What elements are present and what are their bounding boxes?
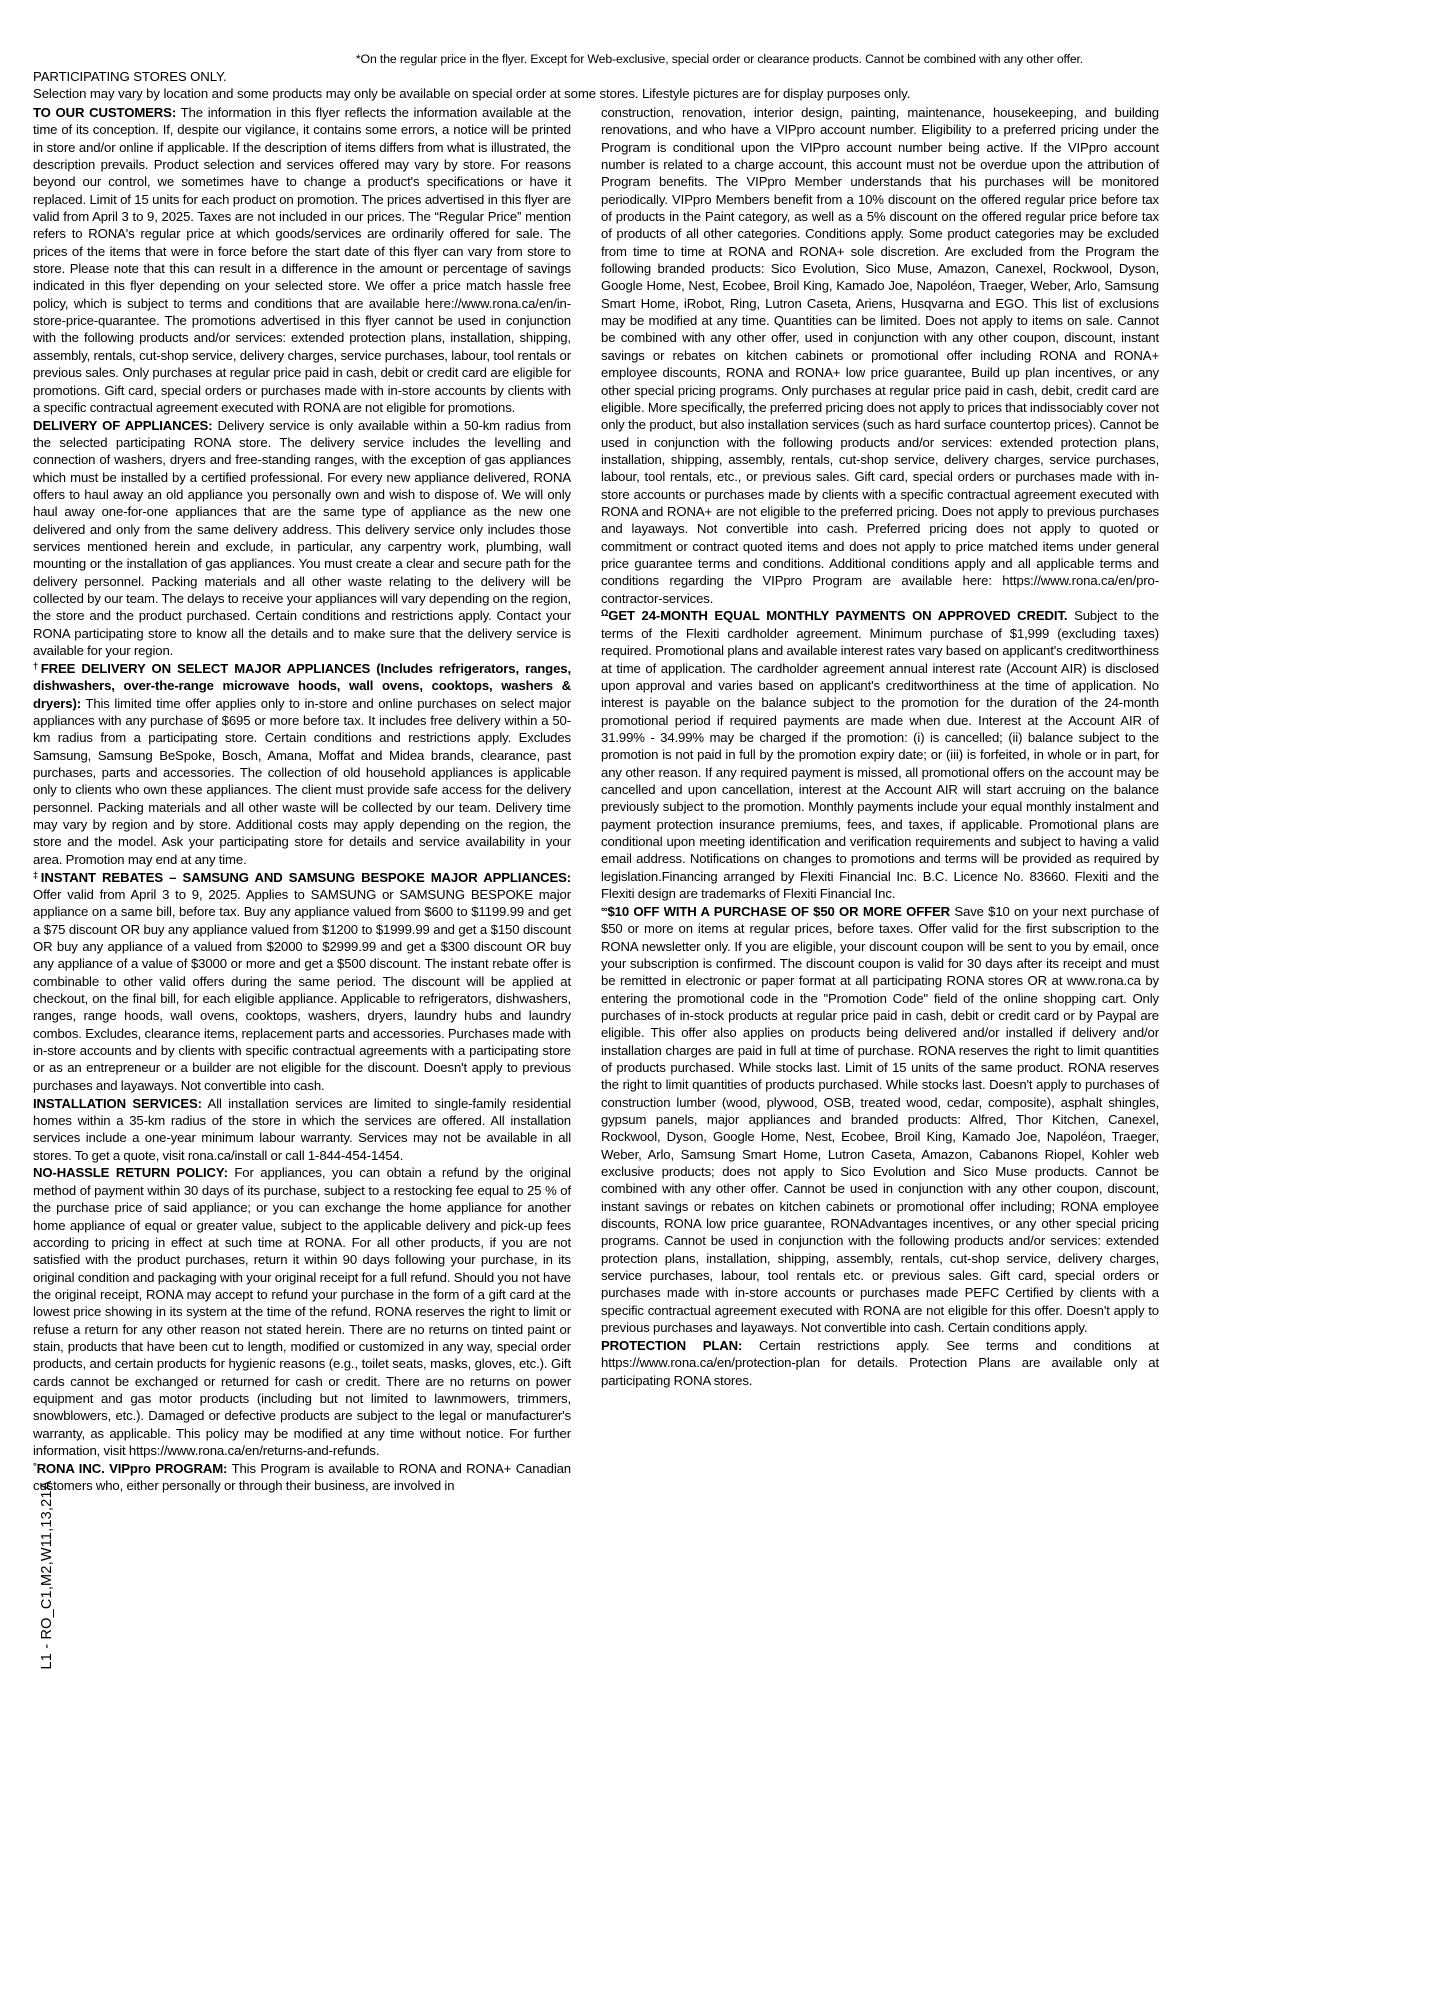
section-heading: $10 OFF WITH A PURCHASE OF $50 OR MORE OFFER	[607, 903, 951, 919]
footnote-marker: Ω	[601, 608, 609, 619]
section-heading: INSTANT REBATES – SAMSUNG AND SAMSUNG BESPOKE MAJOR APPLIANCES:	[40, 869, 571, 885]
section-heading: RONA INC. VIPpro PROGRAM:	[36, 1460, 228, 1476]
footnote-marker: †	[33, 661, 41, 672]
participating-stores-note: PARTICIPATING STORES ONLY.	[33, 69, 227, 84]
section-body: Subject to the terms of the Flexiti cardholder agreement. Minimum purchase of $1,999 (excluding taxes) required. Promotional plans and available interest rates vary based on applicant's creditworthiness at time of application. The cardholder agreement annual interest rate (Account AIR) is disclosed upon approval and varies based on applicant's creditworthiness at the time of application. No interest is payable on the balance subject to the promotion for the duration of the 24-month promotional period if required payments are made when due. Interest at the Account AIR of 31.99% - 34.99% may be charged if the promotion: (i) is cancelled; (ii) balance subject to the promotion is not paid in full by the promotion expiry date; or (iii) is forfeited, in whole or in part, for any other reason. If any required payment is missed, all promotional offers on the account may be cancelled and upon cancellation, interest at the Account AIR will start accruing on the balance previously subject to the promotion. Monthly payments include your equal monthly instalment and payment protection insurance premiums, fees, and taxes, if applicable. Promotional plans are conditional upon meeting identification and verification requirements and subject to having a valid email address. Notifications on changes to promotions and terms will be provided as required by legislation.Financing arranged by Flexiti Financial Inc. B.C. Licence No. 83660. Flexiti and the Flexiti design are trademarks of Flexiti Financial Inc.	[601, 608, 1159, 901]
terms-paragraph	[33, 1460, 571, 1495]
section-body: This Program is available to RONA and RONA+ Canadian customers who, either personally or through their business, are involved in	[33, 1460, 571, 1494]
left-column	[33, 104, 571, 1495]
section-body: All installation services are limited to single-family residential homes within a 35-km radius of the store in which the services are offered. All installation services include a one-year minimum labour warranty. Services may not be available in all stores. To get a quote, visit rona.ca/install or call 1-844-454-1454.	[33, 1095, 571, 1163]
flyer-version-code: L1 - RO_C1,M2,W11,13,21A	[39, 1480, 55, 1670]
footnote-marker: ‡	[33, 869, 41, 880]
terms-columns	[33, 104, 1407, 1495]
section-heading: DELIVERY OF APPLIANCES:	[33, 417, 213, 433]
terms-paragraph	[601, 903, 1159, 1337]
terms-paragraph	[33, 1164, 571, 1459]
terms-paragraph	[33, 1095, 571, 1164]
footnote-marker: ∞	[601, 903, 608, 914]
terms-paragraph	[33, 869, 571, 1094]
terms-paragraph	[601, 607, 1159, 902]
terms-paragraph	[33, 660, 571, 868]
section-heading: GET 24-MONTH EQUAL MONTHLY PAYMENTS ON APPROVED CREDIT.	[608, 608, 1068, 624]
regular-price-footnote: *On the regular price in the flyer. Except for Web-exclusive, special order or clearance products. Cannot be combined with any other offer.	[355, 52, 1084, 66]
section-heading: NO-HASSLE RETURN POLICY:	[33, 1165, 228, 1181]
section-heading: TO OUR CUSTOMERS:	[33, 105, 177, 120]
section-body: Delivery service is only available within a 50-km radius from the selected participating RONA store. The delivery service includes the levelling and connection of washers, dryers and free-standing ranges, with the exception of gas appliances which must be installed by a certified professional. For every new appliance delivered, RONA offers to haul away an old appliance you personally own and wish to dispose of. We will only haul away one-for-one appliances that are the same type of appliance as the new one delivered and only from the same delivery address. This delivery service only includes those services mentioned herein and exclude, in particular, any carpentry work, plumbing, wall mounting or the installation of gas appliances. You must create a clear and secure path for the delivery personnel. Packing materials and all other waste relating to the delivery will be collected by our team. The delays to receive your appliances will vary depending on the region, the store and the product purchased. Certain conditions and restrictions apply. Contact your RONA participating store to know all the details and to make sure that the delivery service is available for your region.	[33, 417, 571, 659]
section-body: Certain restrictions apply. See terms and conditions at https://www.rona.ca/en/protection-plan for details. Protection Plans are available only at participating RONA stores.	[601, 1337, 1160, 1388]
terms-paragraph	[33, 417, 571, 660]
section-body: For appliances, you can obtain a refund by the original method of payment within 30 days of its purchase, subject to a restocking fee equal to 25 % of the purchase price of said appliance; or you can exchange the home appliance for another home appliance of equal or greater value, subject to the applicable delivery and pick-up fees according to pricing in effect at such time at RONA. For all other products, if you are not satisfied with the product purchases, return it within 90 days following your purchase, in its original condition and packaging with your original receipt for a full refund. Should you not have the original receipt, RONA may accept to refund your purchase in the form of a gift card at the lowest price showing in its system at the time of the refund. RONA reserves the right to limit or refuse a return for any other reason not stated herein. There are no returns on tinted paint or stain, products that have been cut to length, modified or customized in any way, special order products, and certain products for hygienic reasons (e.g., toilet seats, masks, gloves, etc.). Gift cards cannot be exchanged or returned for cash or credit. There are no returns on power equipment and gas motor products (including but not limited to lawnmowers, trimmers, snowblowers, etc.). Damaged or defective products are subject to the legal or manufacturer's warranty, as applicable. This policy may be modified at any time without notice. For further information, visit https://www.rona.ca/en/returns-and-refunds.	[33, 1165, 571, 1458]
terms-paragraph	[33, 104, 571, 416]
section-heading: FREE DELIVERY ON SELECT MAJOR APPLIANCES (Includes refrigerators, ranges, dishwashers, over-the-range microwave hoods, wall ovens, cooktops, washers & dryers):	[33, 661, 571, 711]
section-body: This limited time offer applies only to in-store and online purchases on select major appliances with any purchase of $695 or more before tax. It includes free delivery within a 50-km radius from a participating store. Certain conditions and restrictions apply. Excludes Samsung, Samsung BeSpoke, Bosch, Amana, Moffat and Midea brands, clearance, past purchases, parts and accessories. The collection of old household appliances is applicable only to clients who own these appliances. The client must provide safe access for the delivery personnel. Packing materials and all other waste will be collected by our team. Delivery time may vary by region and by store. Additional costs may apply depending on the region, the store and the model. Ask your participating store for details and service availability in your area. Promotion may end at any time.	[33, 695, 571, 867]
terms-paragraph	[601, 104, 1159, 607]
section-heading: PROTECTION PLAN:	[601, 1337, 743, 1353]
selection-disclaimer: Selection may vary by location and some products may only be available on special order at some stores. Lifestyle pictures are for display purposes only.	[33, 86, 911, 101]
section-body: Save $10 on your next purchase of $50 or more on items at regular prices, before taxes. Offer valid for the first subscription to the RONA newsletter only. If you are eligible, your discount coupon will be sent to you by email, once your subscription is confirmed. The discount coupon is valid for 30 days after its receipt and must be remitted in electronic or paper format at all participating RONA stores OR at www.rona.ca by entering the promotional code in the "Promotion Code" field of the online shopping cart. Only purchases of in-stock products at regular price paid in cash, debit or credit card or by Paypal are eligible. This offer also applies on products being delivered and/or installed if delivery and/or installation charges are paid in full at time of purchase. RONA reserves the right to limit quantities of products purchased. While stocks last. Limit of 15 units of the same product. RONA reserves the right to limit quantities of products purchased. While stocks last. Doesn't apply to purchases of construction lumber (wood, plywood, OSB, treated wood, cedar, composite), asphalt shingles, gypsum panels, major appliances and branded products: Alfred, Thor Kitchen, Canexel, Rockwool, Dyson, Google Home, Nest, Ecobee, Broil King, Kamado Joe, Napoléon, Traeger, Weber, Arlo, Samsung Smart Home, Lutron Caseta, Amazon, Cabanons Riopel, Kohler web exclusive products; does not apply to Sico Evolution and Sico Muse products. Cannot be combined with any other offer. Cannot be used in conjunction with any other coupon, discount, instant savings or rebates on kitchen cabinets or promotional offer including; RONA employee discounts, RONA low price guarantee, RONAdvantages incentives, or any other special pricing programs. Cannot be used in conjunction with the following products and/or services: extended protection plans, installation, shipping, assembly, rentals, cut-shop service, delivery charges, service purchases, labour, tool rentals etc. or previous sales. Gift card, special orders or purchases made with in-store accounts or purchases made PEFC Certified by clients with a specific contractual agreement executed with RONA are not eligible for this offer. Doesn't apply to previous purchases and layaways. Not convertible into cash. Certain conditions apply.	[601, 903, 1159, 1336]
section-body: Offer valid from April 3 to 9, 2025. Applies to SAMSUNG or SAMSUNG BESPOKE major appliance on a same bill, before tax. Buy any appliance valued from $600 to $1199.99 and get a $75 discount OR buy any appliance valued from $1200 to $1999.99 and get a $150 discount OR buy any appliance of a valued from $2000 to $2999.99 and get a $300 discount OR buy any appliance of a value of $3000 or more and get a $500 discount. The instant rebate offer is combinable to other valid offers during the same period. The discount will be applied at checkout, on the final bill, for each eligible appliance. Applicable to refrigerators, dishwashers, ranges, range hoods, wall ovens, cooktops, washers, dryers, laundry hubs and laundry combos. Excludes, clearance items, replacement parts and accessories. Purchases made with in-store accounts and by clients with specific contractual agreements with a participating store or as an entrepreneur or a builder are not eligible for the discount. Doesn't apply to previous purchases and layaways. Not convertible into cash.	[33, 886, 571, 1093]
right-column	[601, 104, 1159, 1495]
section-heading: INSTALLATION SERVICES:	[33, 1095, 202, 1111]
section-body: The information in this flyer reflects the information available at the time of its conception. If, despite our vigilance, it contains some errors, a notice will be printed in store and/or online if applicable. If the description of items differs from what is illustrated, the description prevails. Product selection and services offered may vary by store. For reasons beyond our control, we sometimes have to change a product's specifications or have it replaced. Limit of 15 units for each product on promotion. The prices advertised in this flyer are valid from April 3 to 9, 2025. Taxes are not included in our prices. The “Regular Price” mention refers to RONA's regular price at which goods/services are ordinarily offered for sale. The prices of the items that were in force before the start date of this flyer can vary from store to store. Please note that this can result in a difference in the amount or percentage of savings indicated in this flyer depending on your selected store. We offer a price match hassle free policy, which is subject to terms and conditions that are available here://www.rona.ca/en/in-store-price-quarantee. The promotions advertised in this flyer cannot be used in conjunction with the following products and/or services: extended protection plans, installation, shipping, assembly, rentals, cut-shop service, delivery charges, service purchases, labour, tool rentals or previous sales. Only purchases at regular price paid in cash, debit or credit card are eligible for promotions. Gift card, special orders or purchases made with in-store accounts by clients with a specific contractual agreement executed with RONA are not eligible for promotions.	[33, 105, 572, 415]
section-body: construction, renovation, interior design, painting, maintenance, housekeeping, and building renovations, and who have a VIPpro account number. Eligibility to a preferred pricing under the Program is conditional upon the VIPpro account number being active. If the VIPpro account number is related to a charge account, this account must not be overdue upon the attribution of Program benefits. The VIPpro Member understands that his purchases will be monitored periodically. VIPpro Members benefit from a 10% discount on the offered regular price before tax of products in the Paint category, as well as a 5% discount on the offered regular price before tax of products of all other categories. Conditions apply. Some product categories may be excluded from time to time at RONA and RONA+ sole discretion. Are excluded from the Program the following branded products: Sico Evolution, Sico Muse, Amazon, Canexel, Rockwool, Dyson, Google Home, Nest, Ecobee, Broil King, Kamado Joe, Napoléon, Traeger, Weber, Arlo, Samsung Smart Home, iRobot, Ring, Lutron Caseta, Ariens, Husqvarna and EGO. This list of exclusions may be modified at any time. Quantities can be limited. Does not apply to items on sale. Cannot be combined with any other offer, used in conjunction with any other coupon, discount, instant savings or rebates on kitchen cabinets or promotional offer including RONA and RONA+ employee discounts, RONA and RONA+ low price guarantee, Build up plan incentives, or any other special pricing programs. Only purchases at regular price paid in cash, debit, credit card are eligible. More specifically, the preferred pricing does not apply to prices that indissociably cover not only the product, but also installation services (such as hard surface countertop prices). Cannot be used in conjunction with the following products and/or services: extended protection plans, installation, shipping, assembly, rentals, cut-shop service, delivery charges, service purchases, labour, tool rentals, etc., or previous sales. Gift card, special orders or purchases made with in-store accounts or purchases made by clients with a specific contractual agreement executed with RONA and RONA+ are not eligible to the preferred pricing. Does not apply to previous purchases and layaways. Not convertible into cash. Preferred pricing does not apply to quoted or commitment or contract quoted items and does not apply to price matched items under general price guarantee terms and conditions. Additional conditions apply and all applicable terms and conditions regarding the VIPpro Program are available here: https://www.rona.ca/en/pro-contractor-services.	[601, 105, 1159, 606]
terms-paragraph	[601, 1337, 1159, 1389]
footnote-marker: °	[33, 1460, 37, 1471]
